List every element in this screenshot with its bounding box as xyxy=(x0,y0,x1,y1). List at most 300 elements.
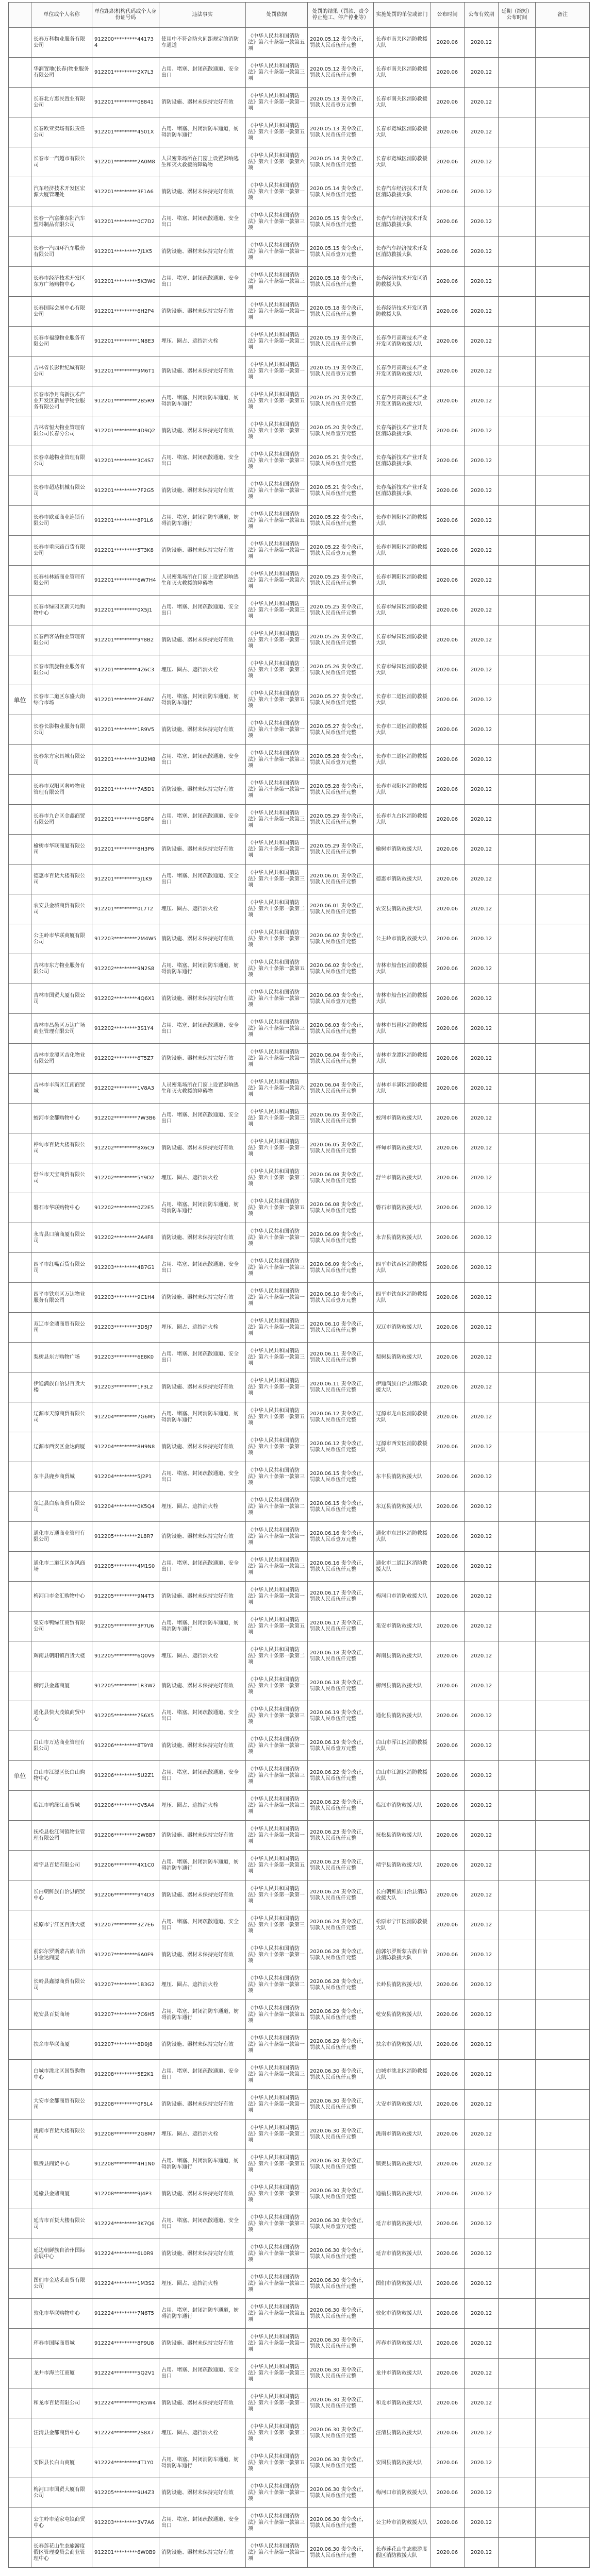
table-cell: 2020.05.21 责令改正，罚款人民币伍仟元整 xyxy=(308,476,374,506)
table-cell: 2020.05.20 责令改正，罚款人民币壹万元整 xyxy=(308,416,374,446)
table-cell xyxy=(536,805,590,835)
table-cell xyxy=(536,1880,590,1910)
table-cell: 912205*********3P7U6 xyxy=(92,1612,159,1641)
table-cell: 912201*********6G8F4 xyxy=(92,805,159,835)
table-cell: 912208*********4H1N0 xyxy=(92,2149,159,2179)
table-cell xyxy=(536,1283,590,1313)
table-cell: 2020.06 xyxy=(431,2448,465,2478)
table-cell: 2020.06.09 责令改正，罚款人民币伍仟元整 xyxy=(308,1223,374,1253)
table-cell: 临江市鸭绿江商贸城 xyxy=(31,1791,92,1821)
table-cell: 912203*********1F3L2 xyxy=(92,1372,159,1402)
table-cell: 2020.06 xyxy=(431,2269,465,2299)
table-cell: 长春市绿园区消防救援大队 xyxy=(374,655,431,685)
table-cell: 912203*********9C1H4 xyxy=(92,1283,159,1313)
category-cell: 单位 xyxy=(9,1761,31,1791)
table-cell: 2020.06.30 责令改正，罚款人民币伍仟元整 xyxy=(308,2239,374,2269)
table-cell: 《中华人民共和国消防法》第六十条第一款第五项 xyxy=(246,685,308,715)
table-cell: 2020.06.30 责令改正，罚款人民币伍仟元整 xyxy=(308,2478,374,2508)
table-cell xyxy=(499,2299,536,2329)
table-cell: 长春市双阳区奢岭物业管理有限公司 xyxy=(31,775,92,805)
table-cell: 消防设施、器材未保持完好有效 xyxy=(159,924,246,954)
table-cell: 2020.06 xyxy=(431,386,465,416)
table-cell: 《中华人民共和国消防法》第六十条第一款第一项 xyxy=(246,476,308,506)
table-cell xyxy=(536,1910,590,1940)
table-cell: 《中华人民共和国消防法》第六十条第一款第五项 xyxy=(246,117,308,147)
table-row xyxy=(9,745,590,775)
table-cell xyxy=(499,1641,536,1671)
table-cell xyxy=(499,1552,536,1582)
column-header: 单位或个人名称 xyxy=(31,3,92,28)
table-cell: 2020.06 xyxy=(431,1074,465,1104)
table-cell xyxy=(499,1283,536,1313)
table-cell xyxy=(499,237,536,267)
table-cell: 延吉市百货大楼有限公司 xyxy=(31,2209,92,2239)
table-cell xyxy=(499,1582,536,1612)
table-cell: 2020.05.29 责令改正，罚款人民币伍仟元整 xyxy=(308,805,374,835)
table-cell: 2020.06 xyxy=(431,207,465,237)
table-cell xyxy=(536,2239,590,2269)
table-cell: 长春市南关区消防救援大队 xyxy=(374,88,431,117)
table-cell: 长春市绿园区新天地购物中心 xyxy=(31,596,92,625)
table-cell: 长春净月高新技术产业开发区消防救援大队 xyxy=(374,357,431,386)
table-cell: 2020.12 xyxy=(465,924,499,954)
table-cell: 消防设施、器材未保持完好有效 xyxy=(159,2538,246,2568)
table-cell: 长春东方家具城有限公司 xyxy=(31,745,92,775)
table-cell: 2020.12 xyxy=(465,1283,499,1313)
table-cell: 2020.05.29 责令改正，罚款人民币伍仟元整 xyxy=(308,835,374,865)
category-cell xyxy=(9,506,31,536)
category-cell xyxy=(9,1044,31,1074)
category-cell xyxy=(9,1462,31,1492)
table-cell: 2020.06 xyxy=(431,2179,465,2209)
table-cell: 消防设施、器材未保持完好有效 xyxy=(159,1940,246,1970)
category-cell xyxy=(9,2538,31,2568)
table-cell: 2020.12 xyxy=(465,655,499,685)
table-cell: 《中华人民共和国消防法》第六十条第一款第一项 xyxy=(246,715,308,745)
table-cell: 长春市二道区东盛大街综合市场 xyxy=(31,685,92,715)
table-cell: 《中华人民共和国消防法》第六十条第一款第一项 xyxy=(246,416,308,446)
table-cell: 占用、堵塞、封闭消防车通道，妨碍消防车通行 xyxy=(159,1612,246,1641)
table-cell: 912224*********3K7Q6 xyxy=(92,2209,159,2239)
table-cell: 埋压、圈占、遮挡消火栓 xyxy=(159,2120,246,2149)
table-cell: 扶余市华联商厦 xyxy=(31,2030,92,2060)
table-cell: 《中华人民共和国消防法》第六十条第一款第三项 xyxy=(246,865,308,894)
table-cell: 长春市二道区消防救援大队 xyxy=(374,685,431,715)
table-cell: 长春净月高新技术产业开发区消防救援大队 xyxy=(374,386,431,416)
table-cell: 占用、堵塞、封闭疏散通道、安全出口 xyxy=(159,865,246,894)
table-cell: 长春欧亚卖场有限责任公司 xyxy=(31,117,92,147)
category-cell xyxy=(9,1223,31,1253)
table-cell: 长春一汽富维东阳汽车塑料制品有限公司 xyxy=(31,207,92,237)
table-cell: 《中华人民共和国消防法》第六十条第一款第五项 xyxy=(246,386,308,416)
table-cell: 占用、堵塞、封闭消防车通道，妨碍消防车通行 xyxy=(159,2448,246,2478)
category-cell xyxy=(9,297,31,327)
category-cell xyxy=(9,655,31,685)
category-cell xyxy=(9,1701,31,1731)
table-cell xyxy=(536,1163,590,1193)
table-cell xyxy=(499,1970,536,2000)
category-cell xyxy=(9,117,31,147)
table-cell: 912201*********3C4S7 xyxy=(92,446,159,476)
table-row xyxy=(9,1462,590,1492)
table-cell: 912201*********2A0M8 xyxy=(92,147,159,177)
table-cell: 912201*********5J1K9 xyxy=(92,865,159,894)
category-cell xyxy=(9,835,31,865)
table-cell xyxy=(536,1970,590,2000)
table-cell xyxy=(499,924,536,954)
table-row xyxy=(9,2448,590,2478)
table-cell: 2020.06 xyxy=(431,1701,465,1731)
table-cell: 2020.12 xyxy=(465,984,499,1014)
table-cell: 2020.06 xyxy=(431,536,465,566)
table-cell: 通化县快大茂镇商贸中心 xyxy=(31,1701,92,1731)
table-cell: 2020.06 xyxy=(431,1612,465,1641)
table-cell: 东辽县白泉商贸有限公司 xyxy=(31,1492,92,1522)
table-cell xyxy=(536,1791,590,1821)
table-cell: 912201*********7J1X5 xyxy=(92,237,159,267)
table-cell: 2020.12 xyxy=(465,117,499,147)
table-cell: 《中华人民共和国消防法》第六十条第一款第五项 xyxy=(246,1193,308,1223)
table-cell xyxy=(499,1133,536,1163)
table-cell: 榆树市华联商厦有限公司 xyxy=(31,835,92,865)
table-cell xyxy=(499,1462,536,1492)
table-cell: 汪清县消防救援大队 xyxy=(374,2418,431,2448)
table-cell xyxy=(499,2179,536,2209)
table-cell: 2020.06.17 责令改正，罚款人民币伍仟元整 xyxy=(308,1582,374,1612)
table-cell: 912201*********9Y8B2 xyxy=(92,625,159,655)
table-cell: 消防设施、器材未保持完好有效 xyxy=(159,625,246,655)
table-cell: 《中华人民共和国消防法》第六十条第一款第一项 xyxy=(246,1432,308,1462)
table-cell xyxy=(536,2149,590,2179)
category-cell xyxy=(9,745,31,775)
table-cell xyxy=(499,1104,536,1133)
table-cell: 伊通满族自治县消防救援大队 xyxy=(374,1372,431,1402)
table-cell xyxy=(499,596,536,625)
table-cell: 占用、堵塞、封闭消防车通道，妨碍消防车通行 xyxy=(159,2149,246,2179)
category-cell: 单位 xyxy=(9,685,31,715)
category-cell xyxy=(9,2149,31,2179)
table-cell xyxy=(499,2149,536,2179)
table-cell xyxy=(536,2030,590,2060)
table-cell: 长春市超达机械有限公司 xyxy=(31,476,92,506)
table-cell: 长春市九台区消防救援大队 xyxy=(374,805,431,835)
table-cell: 2020.06.22 责令改正，罚款人民币伍仟元整 xyxy=(308,1761,374,1791)
table-cell xyxy=(499,685,536,715)
table-cell: 912201*********7A5D1 xyxy=(92,775,159,805)
table-row xyxy=(9,2000,590,2030)
table-cell: 松原市宁江区消防救援大队 xyxy=(374,1910,431,1940)
table-cell: 长春市朝阳区消防救援大队 xyxy=(374,506,431,536)
table-cell: 白山市江源区消防救援大队 xyxy=(374,1761,431,1791)
table-cell xyxy=(499,28,536,58)
table-cell: 占用、堵塞、封闭疏散通道、安全出口 xyxy=(159,596,246,625)
table-cell: 长春一汽四环汽车股份有限公司 xyxy=(31,237,92,267)
table-cell: 梅河口市消防救援大队 xyxy=(374,2478,431,2508)
category-cell xyxy=(9,476,31,506)
table-cell: 912204*********7G6M5 xyxy=(92,1402,159,1432)
table-cell xyxy=(536,1851,590,1880)
table-cell: 2020.06 xyxy=(431,2388,465,2418)
table-row xyxy=(9,1552,590,1582)
table-cell: 珲春市消防救援大队 xyxy=(374,2329,431,2359)
table-cell: 埋压、圈占、遮挡消火栓 xyxy=(159,2418,246,2448)
table-cell: 《中华人民共和国消防法》第六十条第一款第六项 xyxy=(246,1074,308,1104)
table-cell: 912202*********3S1Y4 xyxy=(92,1014,159,1044)
table-cell: 2020.06 xyxy=(431,2000,465,2030)
table-row xyxy=(9,1432,590,1462)
table-cell: 2020.06 xyxy=(431,506,465,536)
table-cell: 2020.06.15 责令改正，罚款人民币伍仟元整 xyxy=(308,1492,374,1522)
table-cell: 集安市鸭绿江商贸有限公司 xyxy=(31,1612,92,1641)
category-cell xyxy=(9,1014,31,1044)
category-cell xyxy=(9,2329,31,2359)
table-cell: 埋压、圈占、遮挡消火栓 xyxy=(159,1641,246,1671)
table-cell: 912201*********5T3K8 xyxy=(92,536,159,566)
category-cell xyxy=(9,1821,31,1851)
table-cell: 2020.05.12 责令改正，罚款人民币伍仟元整 xyxy=(308,58,374,88)
table-cell: 埋压、圈占、遮挡消火栓 xyxy=(159,655,246,685)
table-row xyxy=(9,1372,590,1402)
table-cell: 2020.05.22 责令改正，罚款人民币壹万元整 xyxy=(308,536,374,566)
table-cell: 占用、堵塞、封闭消防车通道，妨碍消防车通行 xyxy=(159,1851,246,1880)
table-cell xyxy=(536,2418,590,2448)
table-cell: 《中华人民共和国消防法》第六十条第一款第三项 xyxy=(246,1910,308,1940)
table-cell xyxy=(536,1492,590,1522)
table-row xyxy=(9,566,590,596)
table-cell: 消防设施、器材未保持完好有效 xyxy=(159,1821,246,1851)
table-cell: 2020.12 xyxy=(465,805,499,835)
table-cell: 2020.06 xyxy=(431,177,465,207)
table-cell: 占用、堵塞、封闭疏散通道、安全出口 xyxy=(159,446,246,476)
table-cell: 2020.12 xyxy=(465,1880,499,1910)
table-row xyxy=(9,775,590,805)
table-cell: 柳河县消防救援大队 xyxy=(374,1671,431,1701)
table-cell: 消防设施、器材未保持完好有效 xyxy=(159,715,246,745)
table-cell: 消防设施、器材未保持完好有效 xyxy=(159,2478,246,2508)
table-cell xyxy=(536,88,590,117)
table-cell: 安图县消防救援大队 xyxy=(374,2448,431,2478)
table-cell: 2020.06 xyxy=(431,805,465,835)
category-cell xyxy=(9,954,31,984)
table-row xyxy=(9,1970,590,2000)
table-cell: 912208*********2G8M7 xyxy=(92,2120,159,2149)
table-row xyxy=(9,865,590,894)
table-cell: 《中华人民共和国消防法》第六十条第一款第三项 xyxy=(246,596,308,625)
table-cell xyxy=(536,1462,590,1492)
table-row xyxy=(9,2329,590,2359)
table-row xyxy=(9,28,590,58)
table-cell xyxy=(536,2120,590,2149)
table-cell xyxy=(536,2388,590,2418)
table-cell: 占用、堵塞、封闭消防车通道，妨碍消防车通行 xyxy=(159,386,246,416)
table-cell: 2020.06 xyxy=(431,865,465,894)
table-cell xyxy=(536,2179,590,2209)
table-cell: 长春市南关区消防救援大队 xyxy=(374,28,431,58)
table-cell: 长春经济技术开发区消防救援大队 xyxy=(374,297,431,327)
table-cell: 2020.12 xyxy=(465,2239,499,2269)
table-cell: 2020.06.12 责令改正，罚款人民币伍仟元整 xyxy=(308,1402,374,1432)
table-cell: 消防设施、器材未保持完好有效 xyxy=(159,1432,246,1462)
table-cell xyxy=(499,2359,536,2388)
table-cell xyxy=(536,2359,590,2388)
category-cell xyxy=(9,1163,31,1193)
table-cell: 912201*********2E4N7 xyxy=(92,685,159,715)
table-cell: 912201*********0X5J1 xyxy=(92,596,159,625)
table-cell xyxy=(499,147,536,177)
table-cell: 长春高新技术产业开发区消防救援大队 xyxy=(374,416,431,446)
table-cell xyxy=(499,1731,536,1761)
category-cell xyxy=(9,566,31,596)
table-cell xyxy=(536,1641,590,1671)
table-cell xyxy=(536,536,590,566)
table-cell xyxy=(499,386,536,416)
column-header: 公布时间 xyxy=(431,3,465,28)
table-cell: 消防设施、器材未保持完好有效 xyxy=(159,835,246,865)
table-cell xyxy=(536,2478,590,2508)
table-cell: 912202*********1V8A3 xyxy=(92,1074,159,1104)
table-cell: 2020.12 xyxy=(465,2179,499,2209)
table-cell: 《中华人民共和国消防法》第六十条第一款第三项 xyxy=(246,2508,308,2538)
table-cell: 2020.06.30 责令改正，罚款人民币伍仟元整 xyxy=(308,2090,374,2120)
table-row xyxy=(9,2388,590,2418)
table-header-row xyxy=(9,3,590,28)
table-cell: 桦甸市百货大楼有限公司 xyxy=(31,1133,92,1163)
table-cell xyxy=(536,386,590,416)
table-cell: 《中华人民共和国消防法》第六十条第一款第一项 xyxy=(246,1731,308,1761)
table-cell: 2020.06 xyxy=(431,566,465,596)
table-cell: 消防设施、器材未保持完好有效 xyxy=(159,1133,246,1163)
table-cell xyxy=(536,446,590,476)
table-cell: 912204*********5J2P1 xyxy=(92,1462,159,1492)
table-cell: 占用、堵塞、封闭疏散通道、安全出口 xyxy=(159,805,246,835)
table-cell: 2020.12 xyxy=(465,1074,499,1104)
table-cell: 2020.12 xyxy=(465,1223,499,1253)
table-cell: 消防设施、器材未保持完好有效 xyxy=(159,1522,246,1552)
table-cell: 通榆县消防救援大队 xyxy=(374,2179,431,2209)
table-cell: 2020.06.30 责令改正，罚款人民币伍仟元整 xyxy=(308,2329,374,2359)
table-cell: 龙井市海兰江商厦 xyxy=(31,2359,92,2388)
table-cell: 靖宇县百货有限公司 xyxy=(31,1851,92,1880)
table-row xyxy=(9,715,590,745)
table-cell: 《中华人民共和国消防法》第六十条第一款第三项 xyxy=(246,1343,308,1372)
table-cell: 占用、堵塞、封闭疏散通道、安全出口 xyxy=(159,58,246,88)
table-cell: 东丰县鹿乡商贸城 xyxy=(31,1462,92,1492)
table-cell: 华润置地(长春)物业服务有限公司 xyxy=(31,58,92,88)
table-cell xyxy=(536,924,590,954)
table-cell: 912205*********2L8R7 xyxy=(92,1522,159,1552)
table-cell: 2020.06 xyxy=(431,745,465,775)
table-cell: 2020.05.25 责令改正，罚款人民币伍仟元整 xyxy=(308,596,374,625)
table-cell xyxy=(499,2448,536,2478)
table-cell: 《中华人民共和国消防法》第六十条第一款第五项 xyxy=(246,1851,308,1880)
table-cell xyxy=(499,1701,536,1731)
table-row xyxy=(9,1133,590,1163)
table-cell xyxy=(499,865,536,894)
table-cell xyxy=(499,2239,536,2269)
table-cell: 2020.12 xyxy=(465,1432,499,1462)
table-cell: 消防设施、器材未保持完好有效 xyxy=(159,416,246,446)
table-cell xyxy=(536,2090,590,2120)
table-cell: 镇赉县消防救援大队 xyxy=(374,2149,431,2179)
table-cell: 《中华人民共和国消防法》第六十条第一款第一项 xyxy=(246,625,308,655)
table-cell xyxy=(499,984,536,1014)
table-cell: 2020.06 xyxy=(431,2120,465,2149)
table-cell: 通化市二道江区东风商场 xyxy=(31,1552,92,1582)
table-row xyxy=(9,655,590,685)
table-cell: 2020.12 xyxy=(465,954,499,984)
table-cell: 2020.05.19 责令改正，罚款人民币壹万元整 xyxy=(308,357,374,386)
column-header: 备注 xyxy=(536,3,590,28)
table-cell: 长春市二道区消防救援大队 xyxy=(374,745,431,775)
table-cell: 2020.06 xyxy=(431,446,465,476)
table-row xyxy=(9,1880,590,1910)
table-cell xyxy=(499,416,536,446)
table-cell: 《中华人民共和国消防法》第六十条第一款第一项 xyxy=(246,2329,308,2359)
table-cell xyxy=(499,2120,536,2149)
table-cell: 2020.06.01 责令改正，罚款人民币伍仟元整 xyxy=(308,865,374,894)
table-cell: 2020.06 xyxy=(431,2030,465,2060)
table-cell xyxy=(499,117,536,147)
table-row xyxy=(9,1044,590,1074)
table-cell: 2020.05.14 责令改正，罚款人民币伍仟元整 xyxy=(308,177,374,207)
table-cell: 2020.06.24 责令改正，罚款人民币伍仟元整 xyxy=(308,1880,374,1910)
table-cell: 2020.06.24 责令改正，罚款人民币伍仟元整 xyxy=(308,1910,374,1940)
table-cell: 912201*********1R9V5 xyxy=(92,715,159,745)
column-header: 违法事实 xyxy=(159,3,246,28)
table-cell: 消防设施、器材未保持完好有效 xyxy=(159,476,246,506)
table-cell xyxy=(536,2209,590,2239)
table-cell xyxy=(499,1074,536,1104)
table-cell: 《中华人民共和国消防法》第六十条第一款第一项 xyxy=(246,2179,308,2209)
table-cell: 辉南县消防救援大队 xyxy=(374,1641,431,1671)
table-row xyxy=(9,237,590,267)
category-cell xyxy=(9,1253,31,1283)
category-cell xyxy=(9,1074,31,1104)
table-cell: 德惠市消防救援大队 xyxy=(374,865,431,894)
table-cell: 占用、堵塞、封闭疏散通道、安全出口 xyxy=(159,2060,246,2090)
table-cell: 长春莲花山生态旅游度假区消防救援大队 xyxy=(374,2538,431,2568)
table-cell: 吉林市船营区消防救援大队 xyxy=(374,984,431,1014)
category-cell xyxy=(9,28,31,58)
table-cell: 前郭尔罗斯蒙古族自治县消防救援大队 xyxy=(374,1940,431,1970)
table-cell: 2020.06 xyxy=(431,1940,465,1970)
column-header: 公布有效期 xyxy=(465,3,499,28)
table-cell: 2020.06.23 责令改正，罚款人民币伍仟元整 xyxy=(308,1821,374,1851)
table-cell: 2020.06 xyxy=(431,88,465,117)
table-cell: 2020.05.18 责令改正，罚款人民币伍仟元整 xyxy=(308,297,374,327)
table-cell: 《中华人民共和国消防法》第六十条第一款第一项 xyxy=(246,237,308,267)
table-cell: 2020.12 xyxy=(465,1641,499,1671)
table-cell: 榆树市消防救援大队 xyxy=(374,835,431,865)
table-row xyxy=(9,2209,590,2239)
table-cell: 消防设施、器材未保持完好有效 xyxy=(159,2090,246,2120)
table-cell: 912205*********7S6X5 xyxy=(92,1701,159,1731)
table-cell: 《中华人民共和国消防法》第六十条第一款第三项 xyxy=(246,267,308,297)
column-header: 单位组织机构代码或个人身份证号码 xyxy=(92,3,159,28)
table-cell xyxy=(499,1014,536,1044)
table-cell: 乾安县消防救援大队 xyxy=(374,2000,431,2030)
table-cell: 2020.06 xyxy=(431,1133,465,1163)
table-cell: 长春市凯旋物业服务有限公司 xyxy=(31,655,92,685)
table-cell: 2020.05.22 责令改正，罚款人民币伍仟元整 xyxy=(308,506,374,536)
table-cell: 912201*********08841 xyxy=(92,88,159,117)
table-cell: 2020.12 xyxy=(465,2299,499,2329)
table-row xyxy=(9,267,590,297)
table-cell: 磐石市消防救援大队 xyxy=(374,1193,431,1223)
table-cell: 2020.06.02 责令改正，罚款人民币伍仟元整 xyxy=(308,924,374,954)
table-cell: 《中华人民共和国消防法》第六十条第一款第一项 xyxy=(246,1044,308,1074)
table-cell xyxy=(499,1372,536,1402)
